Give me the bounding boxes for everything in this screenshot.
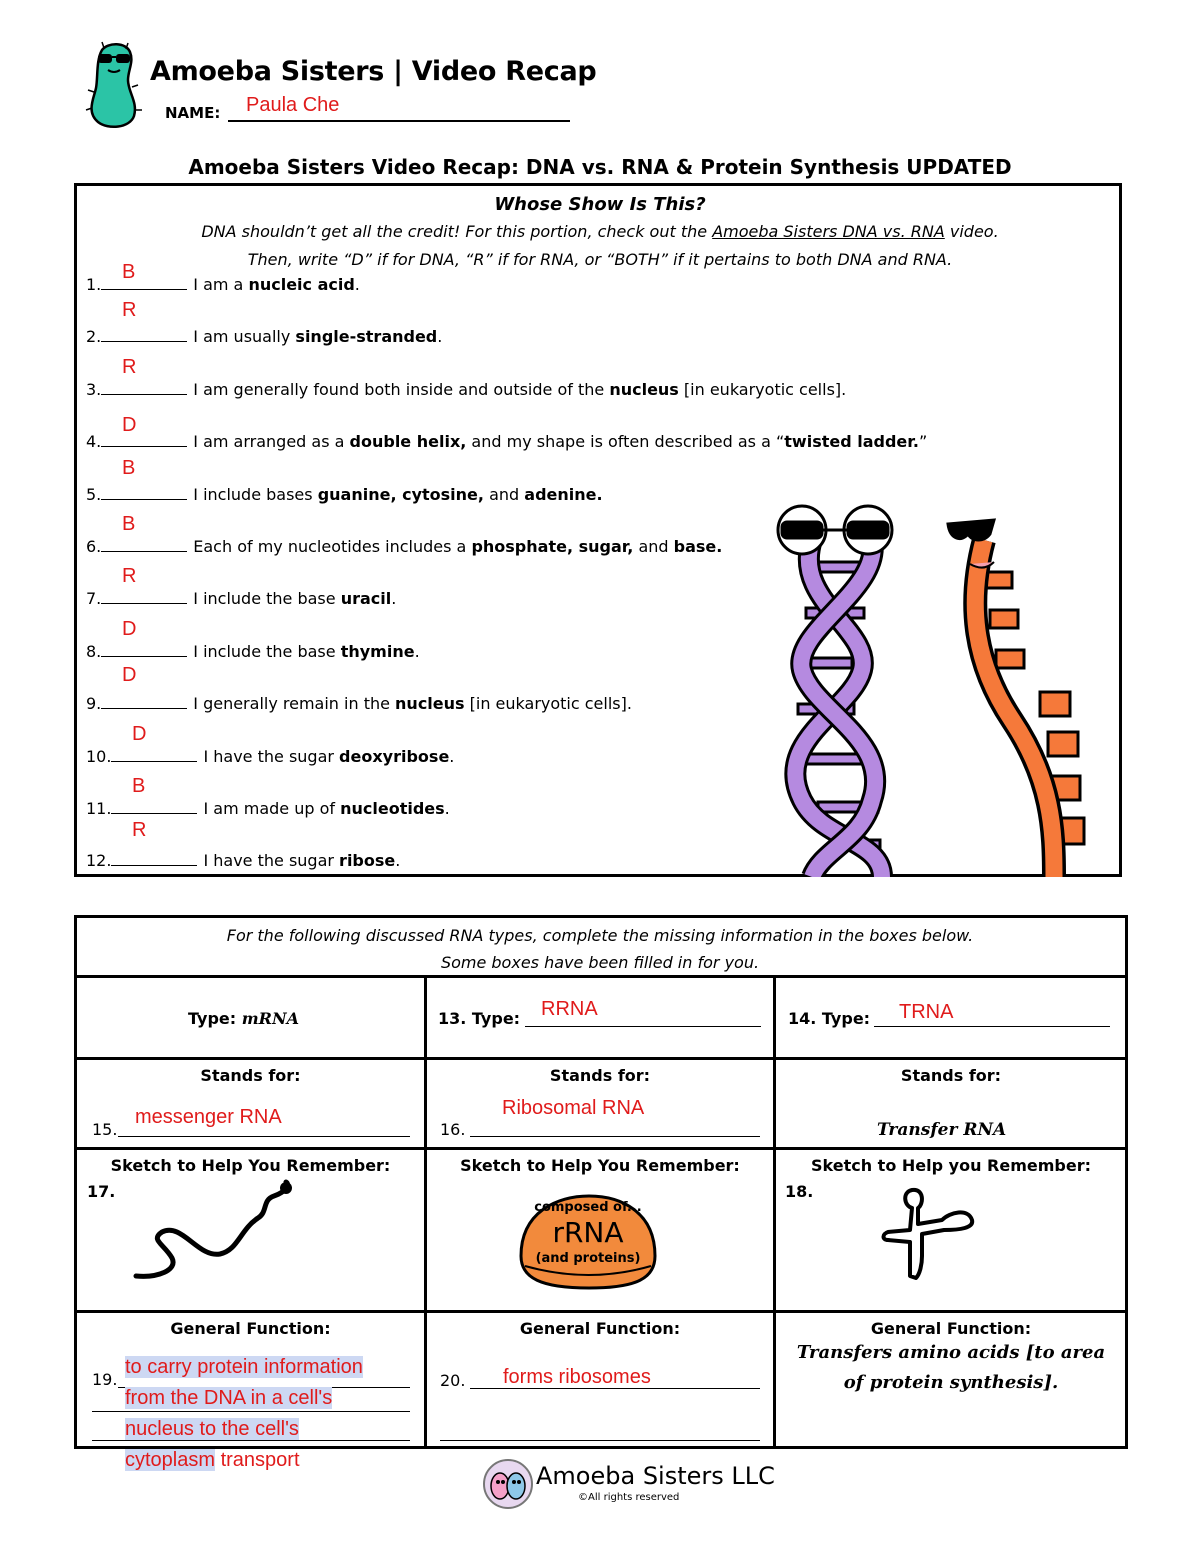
question-text-part: I am usually [193,327,296,346]
type-13-blank[interactable] [525,1026,761,1027]
answer-blank[interactable] [101,327,187,342]
question-number: 8. [86,642,102,661]
question-text [193,694,632,713]
table-divider [74,1310,1128,1313]
question-number: 11. [86,799,112,818]
question-keyword: nucleic acid [248,275,355,294]
question-answer[interactable]: B [122,457,136,479]
amoeba-mascot-logo [78,40,150,132]
question-text-part: I have the sugar [203,747,340,766]
question-text-part: I have the sugar [203,851,340,870]
answer-blank[interactable] [101,275,187,290]
sketch-label-1: Sketch to Help You Remember: [110,1156,391,1175]
table-instruction-2: Some boxes have been filled in for you. [440,953,760,972]
section1-instruction-1 [0,222,1200,241]
answer-blank[interactable] [111,799,197,814]
question-number: 10. [86,747,112,766]
question-text [193,642,419,661]
question-row [86,380,846,399]
question-answer[interactable]: R [122,565,137,587]
q19-answer-text: to carry protein information [125,1356,363,1378]
answer-blank[interactable] [101,589,187,604]
question-text-part: . [444,799,450,818]
question-row [86,589,396,608]
question-keyword: ribose [339,851,396,870]
q19-answer-text: nucleus to the cell's [125,1418,299,1440]
question-text-part: I generally remain in the [193,694,396,713]
question-answer[interactable]: R [132,819,147,841]
q16-answer[interactable]: Ribosomal RNA [502,1097,645,1119]
trna-function-line-2: of protein synthesis]. [843,1372,1059,1393]
type-14-answer[interactable]: TRNA [899,1001,954,1023]
header-title: Amoeba Sisters | Video Recap [150,56,597,87]
question-answer[interactable]: D [122,664,137,686]
question-text-part: I include bases [193,485,318,504]
q19-answer-tail: transport [215,1449,300,1471]
question-text-part: . [354,275,360,294]
question-answer[interactable]: D [122,618,137,640]
footer-company: Amoeba Sisters LLC [536,1462,775,1490]
question-text-part: . [437,327,443,346]
answer-blank[interactable] [101,694,187,709]
question-answer[interactable]: R [122,299,137,321]
dna-character [778,506,892,877]
instruction-text: DNA shouldn’t get all the credit! For this portion, check out the [201,222,713,241]
function-label-1: General Function: [170,1319,331,1338]
question-text-part: . [391,589,397,608]
question-number: 9. [86,694,102,713]
trna-sketch [880,1184,976,1284]
question-text [203,747,454,766]
q20-answer[interactable]: forms ribosomes [503,1366,651,1388]
section1-heading: Whose Show Is This? [494,194,706,215]
answer-blank[interactable] [101,642,187,657]
table-divider [74,1147,1128,1150]
ribosome-main-text: rRNA [552,1216,624,1249]
sketch-label-2: Sketch to Help You Remember: [460,1156,740,1175]
name-label: NAME: [165,104,221,122]
section1-instruction-2: Then, write “D” if for DNA, “R” if for RNA, or “BOTH” if it pertains to both DNA and RNA. [247,250,953,269]
question-row [86,432,927,451]
type-mrna-label [188,1009,299,1028]
question-answer[interactable]: D [122,414,137,436]
question-text [193,380,846,399]
answer-blank[interactable] [111,747,197,762]
question-text-part: I am made up of [203,799,341,818]
q15-answer[interactable]: messenger RNA [135,1106,282,1128]
q19-answer-line-3[interactable] [125,1418,299,1441]
document-title-text: Amoeba Sisters Video Recap: DNA vs. RNA & Protein Synthesis UPDATED [188,155,1012,179]
question-keyword: thymine [340,642,415,661]
question-keyword: guanine, cytosine, [317,485,484,504]
question-row [86,851,400,870]
answer-blank[interactable] [101,537,187,552]
question-number: 3. [86,380,102,399]
trna-function-line-1: Transfers amino acids [to area [796,1342,1106,1363]
question-text-part: Each of my nucleotides includes a [193,537,472,556]
q20-blank-2[interactable] [440,1440,760,1441]
question-row [86,537,722,556]
question-row [86,694,632,713]
question-answer[interactable]: B [122,261,136,283]
q17-number: 17. [87,1182,116,1201]
q19-number: 19. [92,1370,118,1389]
stands-for-label-2: Stands for: [549,1066,651,1085]
name-field-line[interactable] [228,120,570,122]
question-text-part: . [449,747,455,766]
question-text [203,799,449,818]
rna-character [948,520,1084,877]
question-keyword: double helix, [349,432,467,451]
question-number: 12. [86,851,112,870]
question-answer[interactable]: D [132,723,147,745]
question-text-part: . [414,642,420,661]
q19-answer-text: cytoplasm [125,1449,216,1471]
question-text-part: I am generally found both inside and outside of the [193,380,610,399]
question-text [193,589,396,608]
question-answer[interactable]: B [132,775,146,797]
amoeba-sisters-footer-logo [482,1458,534,1510]
function-label-2: General Function: [519,1319,681,1338]
trna-stands-for-value: Transfer RNA [877,1120,1007,1140]
question-row [86,799,450,818]
type-14-blank[interactable] [874,1026,1110,1027]
question-text [193,275,360,294]
question-keyword: nucleotides [340,799,445,818]
q19-answer-text: from the DNA in a cell's [125,1387,333,1409]
question-row [86,327,442,346]
question-text-part: and [633,537,674,556]
document-title [0,155,1200,179]
q19-answer-line-4[interactable] [125,1449,300,1472]
question-keyword: deoxyribose [339,747,450,766]
question-row [86,747,454,766]
stands-for-label-1: Stands for: [200,1066,301,1085]
dna-rna-characters-illustration [772,500,1122,877]
question-text-part: I am arranged as a [193,432,350,451]
question-number: 5. [86,485,102,504]
question-number: 4. [86,432,102,451]
type-13-answer[interactable]: RRNA [541,998,598,1020]
question-keyword: uracil [340,589,392,608]
function-label-3: General Function: [870,1319,1032,1338]
footer-rights: ©All rights reserved [578,1492,680,1503]
question-keyword: adenine. [524,485,603,504]
answer-blank[interactable] [101,432,187,447]
question-text-part: I include the base [193,589,341,608]
question-text [203,851,400,870]
question-keyword: single-stranded [295,327,438,346]
question-text-part: and my shape is often described as a “ [466,432,785,451]
ribosome-top-text: composed of... [534,1200,642,1215]
question-text-part: [in eukaryotic cells]. [678,380,847,399]
q19-answer-line-2[interactable] [125,1387,332,1410]
q15-blank[interactable] [118,1136,410,1137]
instruction-text: video. [944,222,999,241]
question-number: 1. [86,275,102,294]
q20-number: 20. [440,1371,466,1390]
q19-answer-line-1[interactable] [125,1356,363,1379]
question-number: 2. [86,327,102,346]
answer-blank[interactable] [111,851,197,866]
question-keyword: nucleus [395,694,465,713]
mrna-sketch [128,1178,308,1284]
question-keyword: twisted ladder. [784,432,919,451]
table-divider [74,1057,1128,1060]
type-14-label: 14. Type: [788,1009,871,1028]
type-mrna-value: mRNA [241,1009,299,1028]
table-instruction-1: For the following discussed RNA types, complete the missing information in the boxes below. [226,926,974,945]
question-text-part: [in eukaryotic cells]. [464,694,632,713]
name-value[interactable]: Paula Che [246,94,340,116]
question-text [193,537,722,556]
sketch-label-3: Sketch to Help you Remember: [811,1156,1091,1175]
q19-blank-2[interactable] [92,1411,410,1412]
question-text-part: ” [918,432,928,451]
q18-number: 18. [785,1182,814,1201]
type-13-label: 13. Type: [438,1009,521,1028]
question-row [86,642,420,661]
question-text [193,432,927,451]
q15-number: 15. [92,1120,118,1139]
question-row [86,485,603,504]
video-link[interactable]: Amoeba Sisters DNA vs. RNA [712,222,945,241]
question-keyword: base. [673,537,723,556]
q16-blank[interactable] [470,1136,760,1137]
question-text-part: and [483,485,525,504]
question-answer[interactable]: R [122,356,137,378]
question-answer[interactable]: B [122,513,136,535]
question-text-part: I am a [193,275,249,294]
stands-for-label-3: Stands for: [900,1066,1002,1085]
table-column-divider [424,975,427,1447]
question-text [193,327,442,346]
answer-blank[interactable] [101,380,187,395]
question-text [193,485,602,504]
question-text-part: I include the base [193,642,341,661]
table-divider [74,975,1128,978]
question-number: 6. [86,537,102,556]
question-keyword: phosphate, sugar, [471,537,634,556]
question-number: 7. [86,589,102,608]
question-keyword: nucleus [609,380,679,399]
type-label: Type: [188,1009,237,1028]
q16-number: 16. [440,1120,466,1139]
ribosome-sub-text: (and proteins) [535,1251,641,1266]
answer-blank[interactable] [101,485,187,500]
question-text-part: . [395,851,401,870]
